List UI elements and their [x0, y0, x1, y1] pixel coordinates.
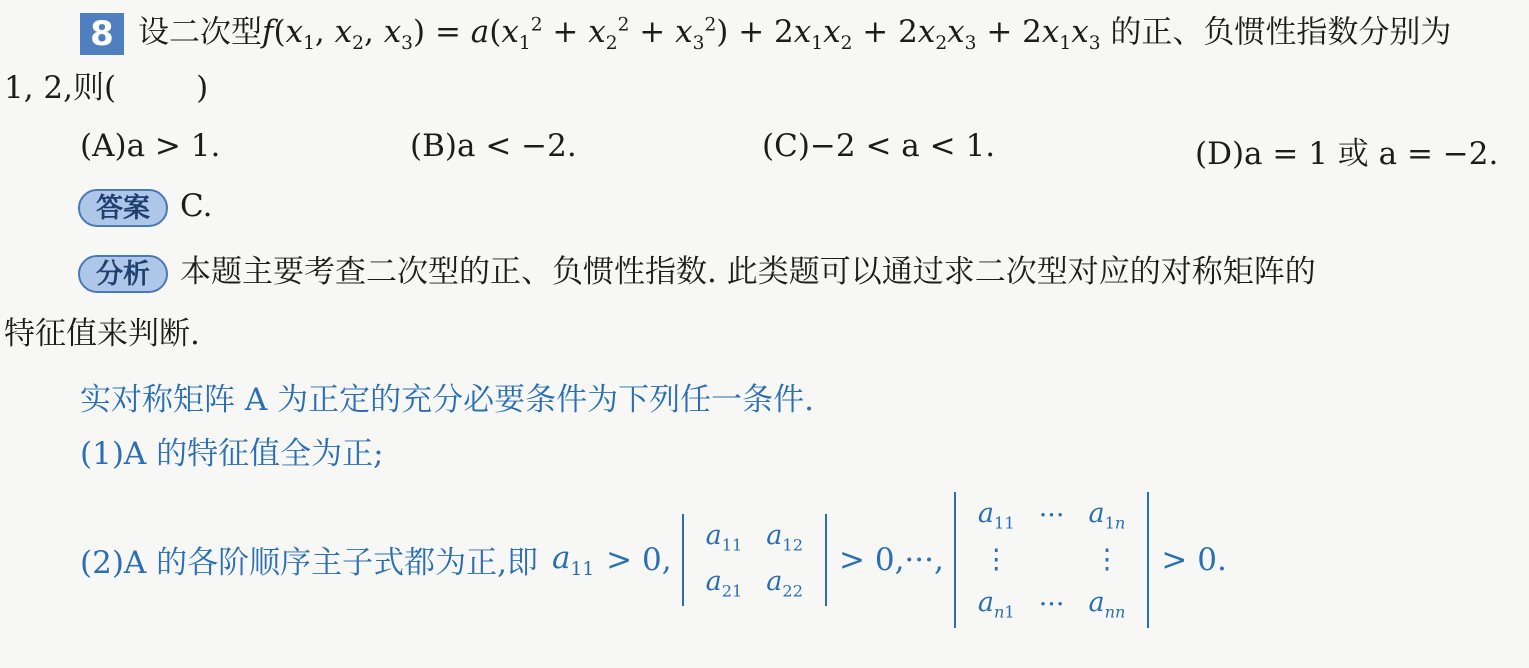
- analysis-text-1: 本题主要考查二次型的正、负惯性指数. 此类题可以通过求二次型对应的对称矩阵的: [180, 254, 1316, 290]
- analysis-badge: 分析: [78, 255, 168, 293]
- option-b-text: a < −2.: [456, 128, 577, 164]
- note-item-2-dots: > 0,···,: [839, 541, 944, 578]
- note-item-2-end: > 0.: [1161, 541, 1227, 578]
- question-number: 8: [80, 13, 124, 55]
- answer-row: [78, 186, 212, 227]
- analysis-line-2: 特征值来判断.: [4, 316, 200, 352]
- question-line2-text: 1, 2,则(: [4, 70, 117, 106]
- note-item-2-prefix: (2)A 的各阶顺序主子式都为正,即: [80, 545, 539, 582]
- question-tail: 的正、负惯性指数分别为: [1110, 14, 1452, 51]
- question-line-1: [80, 6, 1451, 65]
- question-formula: $f(x_1$, $x_2$, $x_3) = a(x_1^2 + x_2^2 + x_3^2) + 2x_1x_2 + 2x_2x_3 + 2x_1x_3$: [262, 14, 1101, 55]
- analysis-line-1: [78, 252, 1316, 293]
- det-nxn: $a_{11}$ ··· $a_{1n}$ ⋮ ⋮ $a_{n1}$ ··· $a_{nn}$: [954, 492, 1150, 628]
- det-2x2: $a_{11}$ $a_{12}$ $a_{21}$ $a_{22}$: [682, 514, 827, 607]
- question-line-2: [4, 68, 208, 108]
- question-line2-close: ): [196, 70, 209, 106]
- option-d: (D)a = 1 或 a = −2.: [1195, 136, 1499, 172]
- option-b: (B)a < −2.: [410, 128, 577, 164]
- option-a: (A)a > 1.: [80, 128, 221, 164]
- question-intro: 设二次型: [138, 14, 262, 51]
- note-item-1: (1)A 的特征值全为正;: [80, 436, 384, 472]
- note-item-2: (2)A 的各阶顺序主子式都为正,即 $a_{11}$ > 0, $a_{11}$ $a_{12}$ $a_{21}$ $a_{22}$ > 0,···, $a_{11}$ ··· $a_{1n}$ ⋮ ⋮ $a_{n1}$ ··· $a_{nn}$ > 0.: [80, 492, 1227, 628]
- note-line-1: 实对称矩阵 A 为正定的充分必要条件为下列任一条件.: [80, 382, 814, 418]
- option-c-text: −2 < a < 1.: [809, 128, 996, 164]
- option-c: (C)−2 < a < 1.: [762, 128, 996, 164]
- note-item-2-gt: > 0,: [606, 541, 672, 578]
- answer-badge: 答案: [78, 189, 168, 227]
- option-a-text: a > 1.: [126, 128, 221, 164]
- option-d-text: a = 1 或 a = −2.: [1244, 136, 1499, 172]
- answer-value: C.: [180, 188, 213, 224]
